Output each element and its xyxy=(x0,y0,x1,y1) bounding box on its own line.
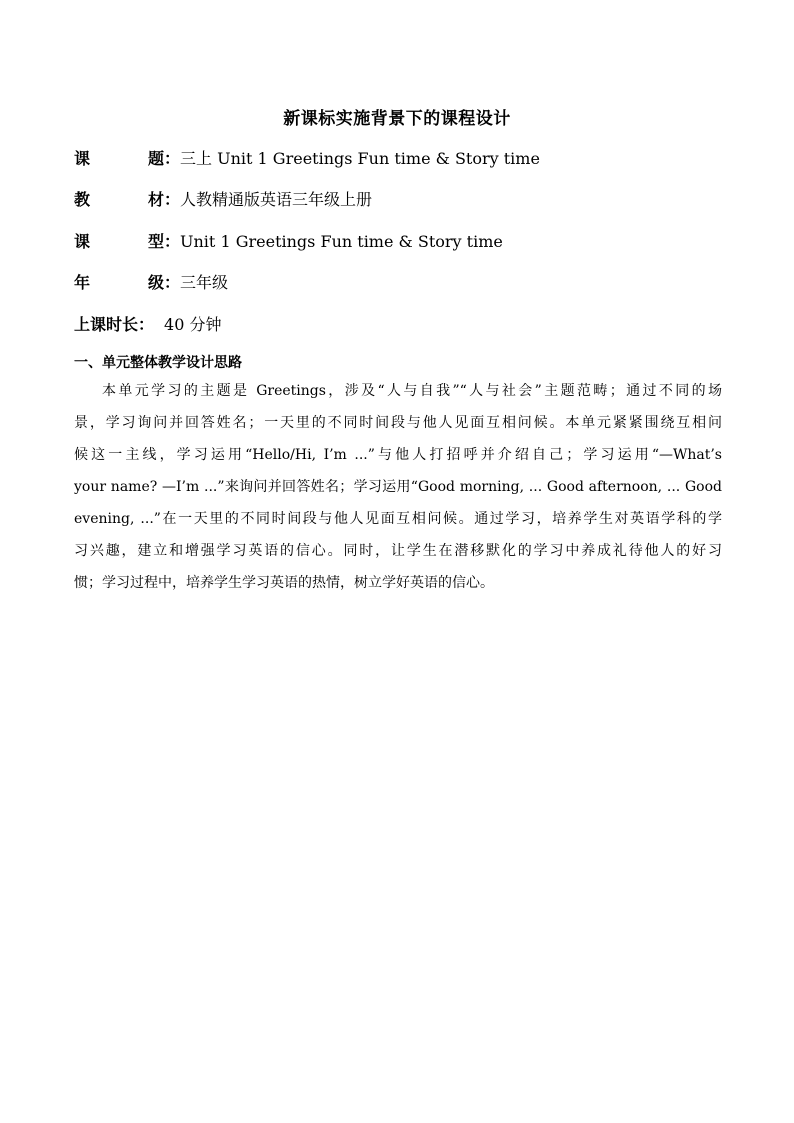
paragraph-line: evening, ...”在一天里的不同时间段与他人见面互相问候。通过学习，培养学生对英语学科的学 xyxy=(74,511,722,527)
paragraph-line: 惯；学习过程中，培养学生学习英语的热情，树立学好英语的信心。 xyxy=(74,575,494,591)
field-row-textbook xyxy=(74,189,372,211)
label-char: 年 xyxy=(74,273,91,292)
field-label-grade xyxy=(74,272,164,294)
field-row-topic xyxy=(74,148,540,170)
field-label-duration: 上课时长： xyxy=(74,315,155,334)
field-value-grade: 三年级 xyxy=(180,273,229,292)
label-char: 教 xyxy=(74,190,91,209)
field-label-textbook xyxy=(74,189,164,211)
field-colon: ： xyxy=(164,273,181,292)
field-value-duration: 40 分钟 xyxy=(164,315,222,334)
paragraph-line: your name? —I’m ...”来询问并回答姓名；学习运用“Good morning, ... Good afternoon, ... Good xyxy=(74,479,722,495)
field-label-topic xyxy=(74,148,164,170)
field-label-lesson-type xyxy=(74,231,164,253)
paragraph-line: 习兴趣，建立和增强学习英语的信心。同时，让学生在潜移默化的学习中养成礼待他人的好习 xyxy=(74,543,722,559)
document-title: 新课标实施背景下的课程设计 xyxy=(283,109,511,129)
label-char: 题 xyxy=(147,149,164,168)
field-row-lesson-type xyxy=(74,231,503,253)
paragraph-line: 景，学习询问并回答姓名；一天里的不同时间段与他人见面互相问候。本单元紧紧围绕互相问 xyxy=(74,415,722,431)
field-value-topic: 三上 Unit 1 Greetings Fun time & Story time xyxy=(180,149,540,168)
field-value-lesson-type: Unit 1 Greetings Fun time & Story time xyxy=(180,232,503,251)
paragraph-line: 本单元学习的主题是 Greetings，涉及“人与自我”“人与社会”主题范畴；通过不同的场 xyxy=(102,383,722,399)
label-char: 级 xyxy=(147,273,164,292)
field-colon: ： xyxy=(164,149,181,168)
field-row-duration xyxy=(74,314,221,336)
paragraph-line: 候这一主线，学习运用“Hello/Hi, I’m ...”与他人打招呼并介绍自己；学习运用“—What’s xyxy=(74,447,722,463)
label-char: 课 xyxy=(74,232,91,251)
field-colon: ： xyxy=(164,232,181,251)
field-value-textbook: 人教精通版英语三年级上册 xyxy=(180,190,373,209)
label-char: 课 xyxy=(74,149,91,168)
label-char: 型 xyxy=(147,232,164,251)
section-heading: 一、单元整体教学设计思路 xyxy=(74,355,242,371)
field-colon: ： xyxy=(164,190,181,209)
field-row-grade xyxy=(74,272,228,294)
label-char: 材 xyxy=(147,190,164,209)
